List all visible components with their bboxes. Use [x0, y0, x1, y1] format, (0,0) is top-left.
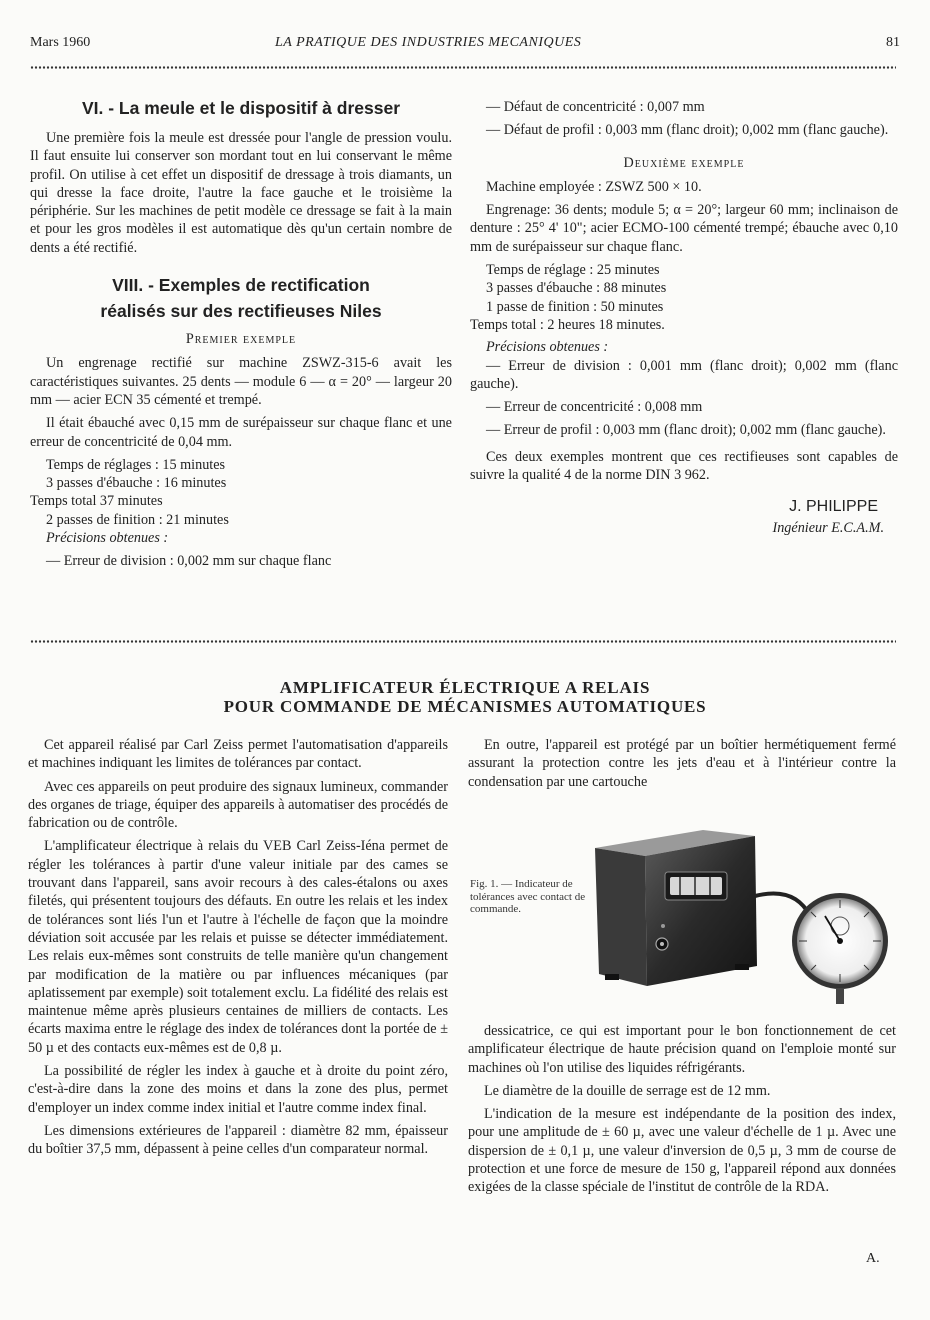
article-paragraph-3: L'amplificateur électrique à relais du VEB Carl Zeiss-Iéna permet de régler les tolérances à partir d'une valeur initiale par des cames se trouvant dans l'appareil, sans avoir recours à des cales-étalons ou axes filetés, qui présentent toujours des défauts. En outre les relais et les index de tolérances sont liés l'un et l'autre à l'échelle de façon que la moindre déviation soit accusée par les relais et puisse se détecter immédiatement. Les relais eux-mêmes sont construits de telle manière qu'un changement par modification de la matière ou par influences mécaniques (par aplatissement par exemple) soit totalement exclu. La fidélité des relais est maintenue même après plusieurs centaines de milliers de contacts. Les écarts maxima entre le réglage des index de tolérances dont la portée de ± 50 µ et des contacts eux-mêmes est de 0,8 µ.	[28, 838, 448, 1056]
example-2-heading: Deuxième exemple	[623, 154, 745, 171]
example-1-specs: Un engrenage rectifié sur machine ZSWZ-315-6 avait les caractéristiques suivantes. 25 dents — module 6 — α = 20° — largeur 20 mm — acier ECN 35 cémenté et trempé.	[30, 355, 452, 408]
page-number: 81	[886, 35, 900, 50]
running-header-journal: LA PRATIQUE DES INDUSTRIES MECANIQUES	[275, 35, 582, 50]
conclusion: Ces deux exemples montrent que ces rectifieuses sont capables de suivre la qualité 4 de la norme DIN 3 962.	[470, 448, 898, 484]
article-right-column-top	[468, 736, 896, 796]
section-8-title-line1: VIII. - Exemples de rectification	[112, 275, 370, 296]
article-paragraph-2: Avec ces appareils on peut produire des signaux lumineux, commander des organes de triage, équiper des appareils à automatiser des procédés de fabrication ou de contrôle.	[28, 778, 448, 832]
article-signature: A.	[866, 1251, 880, 1266]
example-1-error-profile: — Défaut de profil : 0,003 mm (flanc droit); 0,002 mm (flanc gauche).	[486, 122, 889, 139]
running-header-date: Mars 1960	[30, 35, 91, 50]
example-2-precision-heading: Précisions obtenues :	[486, 339, 609, 356]
example-1-heading: Premier exemple	[185, 331, 297, 348]
article-paragraph-5: Les dimensions extérieures de l'appareil : diamètre 82 mm, épaisseur du boîtier 37,5 mm, dépassent à peine celles d'un comparateur normal.	[28, 1122, 448, 1158]
figure-caption: Fig. 1. — Indicateur de tolérances avec contact de commande.	[470, 878, 586, 916]
example-1-time-setting: Temps de réglages : 15 minutes	[46, 456, 226, 473]
article-right-paragraph-2: dessicatrice, ce qui est important pour le bon fonctionnement de cet amplificateur électrique de haute précision quand on l'emploie monté sur machines où l'on utilise des liquides réfrigérants.	[468, 1023, 896, 1076]
example-1-time-total: Temps total 37 minutes	[30, 493, 163, 510]
article-right-paragraph-4: L'indication de la mesure est indépendante de la position des index, pour une amplitude de ± 60 µ, avec une valeur d'échelle de 1 µ. Avec une dispersion de ± 0,1 µ, une valeur d'inversion de 0,5 µ, 3 mm de course de protection et une force de mesure de 150 g, l'appareil répond aux données exigées de la classe spéciale de l'institut de contrôle de la RDA.	[468, 1106, 896, 1196]
example-2-time-total: Temps total : 2 heures 18 minutes.	[470, 316, 665, 333]
author-title: Ingénieur E.C.A.M.	[772, 519, 884, 536]
dotted-rule-top	[30, 66, 896, 69]
article-right-paragraph-3: Le diamètre de la douille de serrage est de 12 mm.	[484, 1082, 771, 1099]
example-2-time-finishing: 1 passe de finition : 50 minutes	[486, 298, 664, 315]
example-2-machine: Machine employée : ZSWZ 500 × 10.	[486, 178, 702, 195]
article-paragraph-1: Cet appareil réalisé par Carl Zeiss permet l'automatisation d'appareils et machines indiquant les limites de tolérances par contact.	[28, 737, 448, 772]
article-right-column-bottom	[468, 1022, 896, 1202]
example-2-error-division: — Erreur de division : 0,001 mm (flanc droit); 0,002 mm (flanc gauche).	[470, 357, 898, 392]
relay-amplifier-illustration	[585, 826, 895, 1006]
section-6-title: VI. - La meule et le dispositif à dresser	[81, 98, 401, 118]
example-2-error-concentricity: — Erreur de concentricité : 0,008 mm	[486, 399, 703, 416]
example-1-time-roughing: 3 passes d'ébauche : 16 minutes	[46, 475, 227, 492]
article-left-column	[28, 736, 448, 1164]
dotted-rule-middle	[30, 640, 896, 643]
example-2-error-profile: — Erreur de profil : 0,003 mm (flanc droit); 0,002 mm (flanc gauche).	[486, 422, 886, 439]
figure-photo-relay-amplifier	[585, 826, 895, 1006]
section-6-body: Une première fois la meule est dressée pour l'angle de pression voulu. Il faut ensuite lui conserver son mordant tout en lui conservant le même profil. On utilise à cet effet un dispositif de dressage à trois diamants, un qui dresse la face droite, l'autre la face gauche et le troisième la périphérie. Sur les machines de petit modèle ce dressage se fait à la main et pour les gros modèles il est automatique dès qu'un certain nombre de dents a été rectifié.	[30, 130, 452, 256]
article-title	[60, 678, 870, 716]
article-title-line2: POUR COMMANDE DE MÉCANISMES AUTOMATIQUES	[223, 697, 707, 716]
right-column-top	[470, 98, 898, 537]
left-column-top	[30, 98, 452, 571]
section-8-title-line2: réalisés sur des rectifieuses Niles	[100, 301, 382, 322]
author-name: J. PHILIPPE	[789, 498, 878, 516]
example-1-time-finishing: 2 passes de finition : 21 minutes	[46, 511, 229, 528]
article-paragraph-4: La possibilité de régler les index à gauche et à droite du point zéro, c'est-à-dire dans la zone des moins et dans la zone des plus, permet d'employer un index comme index initial et l'autre comme index final.	[28, 1063, 448, 1116]
example-2-time-setting: Temps de réglage : 25 minutes	[486, 262, 660, 279]
example-1-roughing: Il était ébauché avec 0,15 mm de surépaisseur sur chaque flanc et une erreur de concentricité de 0,04 mm.	[30, 415, 452, 450]
example-1-error-concentricity: — Défaut de concentricité : 0,007 mm	[486, 99, 705, 115]
example-1-precision-heading: Précisions obtenues :	[46, 530, 169, 547]
example-1-error-division: — Erreur de division : 0,002 mm sur chaque flanc	[46, 553, 332, 570]
article-right-paragraph-1: En outre, l'appareil est protégé par un boîtier hermétiquement fermé assurant la protection contre les jets d'eau et à l'intérieur contre la condensation par une cartouche	[468, 737, 896, 790]
article-title-line1: AMPLIFICATEUR ÉLECTRIQUE A RELAIS	[279, 678, 651, 697]
example-2-gear-specs: Engrenage: 36 dents; module 5; α = 20°; largeur 60 mm; inclinaison de denture : 25° 4' 10"; acier ECMO-100 cémenté trempé; ébauche avec 0,10 mm de surépaisseur sur chaque flanc.	[470, 202, 898, 255]
example-2-time-roughing: 3 passes d'ébauche : 88 minutes	[486, 280, 667, 297]
